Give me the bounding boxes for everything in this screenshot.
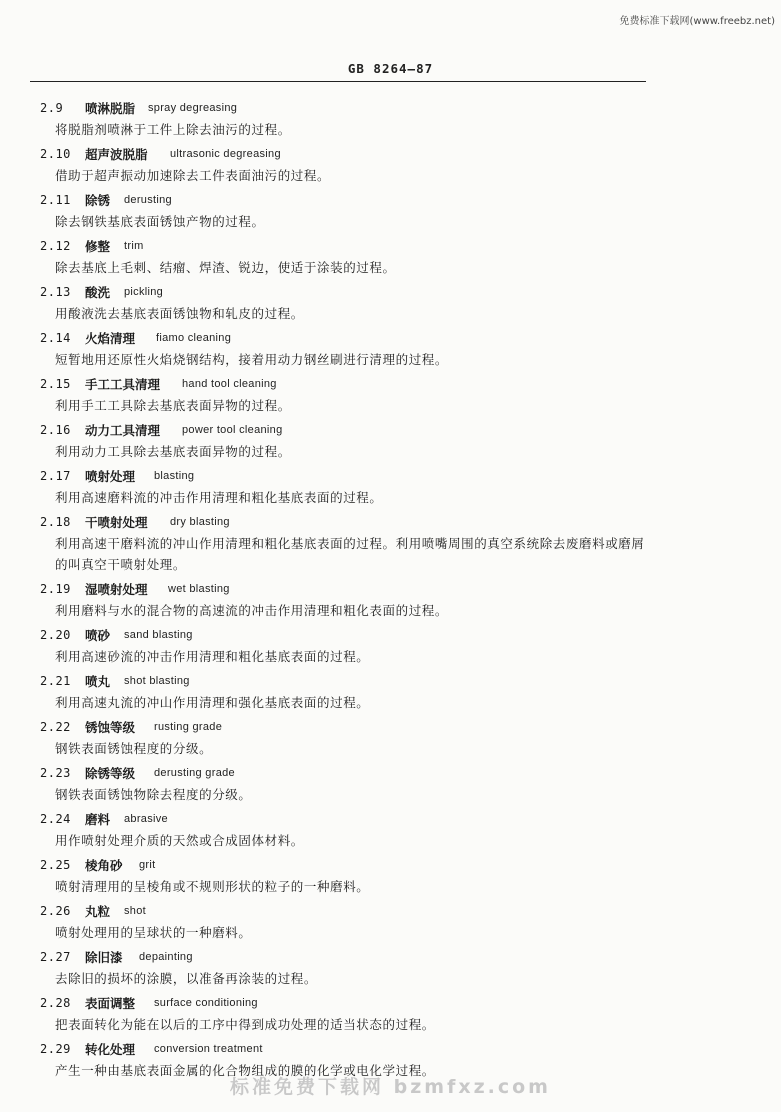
term-entry xyxy=(0,671,781,713)
watermark-text: 标准免费下载网 bzmfxz.com xyxy=(230,1076,551,1098)
term-heading xyxy=(0,466,781,487)
term-english: rusting grade xyxy=(154,721,223,733)
term-definition: 喷射清理用的呈棱角或不规则形状的粒子的一种磨料。 xyxy=(55,879,370,894)
term-number: 2.13 xyxy=(40,285,71,299)
term-english: conversion treatment xyxy=(154,1043,263,1055)
term-definition: 利用高速干磨料流的冲山作用清理和粗化基底表面的过程。利用喷嘴周围的真空系统除去废磨料或磨屑的叫真空干喷射处理。 xyxy=(55,536,645,572)
term-english: sand blasting xyxy=(124,629,193,641)
term-definition: 除去钢铁基底表面锈蚀产物的过程。 xyxy=(55,214,265,229)
term-english: ultrasonic degreasing xyxy=(170,148,281,160)
term-number: 2.23 xyxy=(40,766,71,780)
term-entry xyxy=(0,855,781,897)
term-entry xyxy=(0,282,781,324)
term-heading xyxy=(0,374,781,395)
term-entry xyxy=(0,579,781,621)
term-heading xyxy=(0,420,781,441)
term-chinese: 转化处理 xyxy=(85,1042,136,1057)
term-number: 2.9 xyxy=(40,101,64,115)
term-entry xyxy=(0,236,781,278)
term-number: 2.24 xyxy=(40,812,71,826)
term-english: shot blasting xyxy=(124,675,190,687)
term-heading xyxy=(0,190,781,211)
term-chinese: 喷射处理 xyxy=(85,469,136,484)
term-chinese: 超声波脱脂 xyxy=(85,147,148,162)
term-number: 2.21 xyxy=(40,674,71,688)
term-definition: 产生一种由基底表面金属的化合物组成的膜的化学或电化学过程。 xyxy=(55,1063,435,1078)
term-list xyxy=(0,98,781,1085)
term-number: 2.10 xyxy=(40,147,71,161)
term-heading xyxy=(0,671,781,692)
term-definition: 钢铁表面锈蚀物除去程度的分级。 xyxy=(55,787,252,802)
term-definition: 去除旧的损坏的涂膜，以准备再涂装的过程。 xyxy=(55,971,318,986)
term-heading xyxy=(0,236,781,257)
term-definition: 喷射处理用的呈球状的一种磨料。 xyxy=(55,925,252,940)
term-chinese: 棱角砂 xyxy=(85,858,123,873)
term-chinese: 动力工具清理 xyxy=(85,423,161,438)
term-definition: 利用高速砂流的冲击作用清理和粗化基底表面的过程。 xyxy=(55,649,370,664)
term-english: dry blasting xyxy=(170,516,230,528)
term-chinese: 手工工具清理 xyxy=(85,377,161,392)
term-chinese: 喷淋脱脂 xyxy=(85,101,136,116)
term-heading xyxy=(0,1039,781,1060)
header-rule xyxy=(30,81,646,82)
term-heading xyxy=(0,625,781,646)
term-heading xyxy=(0,993,781,1014)
term-definition: 除去基底上毛刺、结瘤、焊渣、锐边，使适于涂装的过程。 xyxy=(55,260,396,275)
term-entry xyxy=(0,717,781,759)
term-chinese: 表面调整 xyxy=(85,996,136,1011)
term-chinese: 干喷射处理 xyxy=(85,515,148,530)
term-chinese: 锈蚀等级 xyxy=(85,720,136,735)
term-english: trim xyxy=(124,240,144,252)
term-heading xyxy=(0,98,781,119)
term-heading xyxy=(0,717,781,738)
term-entry xyxy=(0,190,781,232)
term-english: blasting xyxy=(154,470,195,482)
term-heading xyxy=(0,901,781,922)
term-definition: 利用磨料与水的混合物的高速流的冲击作用清理和粗化表面的过程。 xyxy=(55,603,449,618)
term-number: 2.14 xyxy=(40,331,71,345)
term-heading xyxy=(0,282,781,303)
term-number: 2.17 xyxy=(40,469,71,483)
term-entry xyxy=(0,763,781,805)
term-number: 2.28 xyxy=(40,996,71,1010)
term-heading xyxy=(0,763,781,784)
term-chinese: 酸洗 xyxy=(85,285,111,300)
term-entry xyxy=(0,901,781,943)
term-chinese: 喷丸 xyxy=(85,674,111,689)
term-heading xyxy=(0,947,781,968)
term-definition: 借助于超声振动加速除去工件表面油污的过程。 xyxy=(55,168,331,183)
term-chinese: 湿喷射处理 xyxy=(85,582,148,597)
term-chinese: 喷砂 xyxy=(85,628,111,643)
term-entry xyxy=(0,809,781,851)
term-entry xyxy=(0,512,781,575)
term-english: surface conditioning xyxy=(154,997,258,1009)
term-number: 2.25 xyxy=(40,858,71,872)
term-number: 2.20 xyxy=(40,628,71,642)
term-english: abrasive xyxy=(124,813,168,825)
term-heading xyxy=(0,144,781,165)
term-english: derusting xyxy=(124,194,172,206)
term-english: grit xyxy=(139,859,156,871)
term-definition: 利用高速丸流的冲山作用清理和强化基底表面的过程。 xyxy=(55,695,370,710)
standard-number-header: GB 8264—87 xyxy=(347,61,434,76)
term-heading xyxy=(0,328,781,349)
term-english: spray degreasing xyxy=(148,102,238,114)
term-heading xyxy=(0,809,781,830)
term-entry xyxy=(0,993,781,1035)
term-english: derusting grade xyxy=(154,767,235,779)
term-number: 2.16 xyxy=(40,423,71,437)
term-number: 2.22 xyxy=(40,720,71,734)
term-chinese: 除锈 xyxy=(85,193,111,208)
term-number: 2.19 xyxy=(40,582,71,596)
term-definition: 钢铁表面锈蚀程度的分级。 xyxy=(55,741,213,756)
term-definition: 把表面转化为能在以后的工序中得到成功处理的适当状态的过程。 xyxy=(55,1017,435,1032)
term-number: 2.11 xyxy=(40,193,71,207)
term-number: 2.27 xyxy=(40,950,71,964)
term-entry xyxy=(0,625,781,667)
term-definition: 将脱脂剂喷淋于工件上除去油污的过程。 xyxy=(55,122,291,137)
term-chinese: 修整 xyxy=(85,239,111,254)
term-entry xyxy=(0,144,781,186)
term-number: 2.15 xyxy=(40,377,71,391)
term-definition: 用作喷射处理介质的天然或合成固体材料。 xyxy=(55,833,304,848)
term-english: shot xyxy=(124,905,146,917)
term-english: depainting xyxy=(139,951,193,963)
term-heading xyxy=(0,512,781,533)
term-chinese: 除旧漆 xyxy=(85,950,123,965)
term-entry xyxy=(0,98,781,140)
term-english: pickling xyxy=(124,286,164,298)
term-definition: 利用手工工具除去基底表面异物的过程。 xyxy=(55,398,291,413)
term-definition: 短暂地用还原性火焰烧钢结构，接着用动力钢丝刷进行清理的过程。 xyxy=(55,352,449,367)
term-english: power tool cleaning xyxy=(182,424,283,436)
term-entry xyxy=(0,420,781,462)
term-number: 2.29 xyxy=(40,1042,71,1056)
term-entry xyxy=(0,466,781,508)
term-entry xyxy=(0,374,781,416)
term-entry xyxy=(0,947,781,989)
term-heading xyxy=(0,579,781,600)
term-english: fiamo cleaning xyxy=(156,332,232,344)
term-number: 2.18 xyxy=(40,515,71,529)
term-definition: 利用动力工具除去基底表面异物的过程。 xyxy=(55,444,291,459)
term-definition: 利用高速磨料流的冲击作用清理和粗化基底表面的过程。 xyxy=(55,490,383,505)
term-number: 2.26 xyxy=(40,904,71,918)
term-english: hand tool cleaning xyxy=(182,378,277,390)
term-heading xyxy=(0,855,781,876)
site-note: 免费标准下载网(www.freebz.net) xyxy=(619,16,775,27)
term-english: wet blasting xyxy=(168,583,230,595)
term-chinese: 丸粒 xyxy=(85,904,111,919)
term-chinese: 磨料 xyxy=(85,812,111,827)
term-chinese: 火焰清理 xyxy=(85,331,136,346)
term-definition: 用酸液洗去基底表面锈蚀物和轧皮的过程。 xyxy=(55,306,304,321)
term-chinese: 除锈等级 xyxy=(85,766,136,781)
term-entry xyxy=(0,328,781,370)
term-number: 2.12 xyxy=(40,239,71,253)
